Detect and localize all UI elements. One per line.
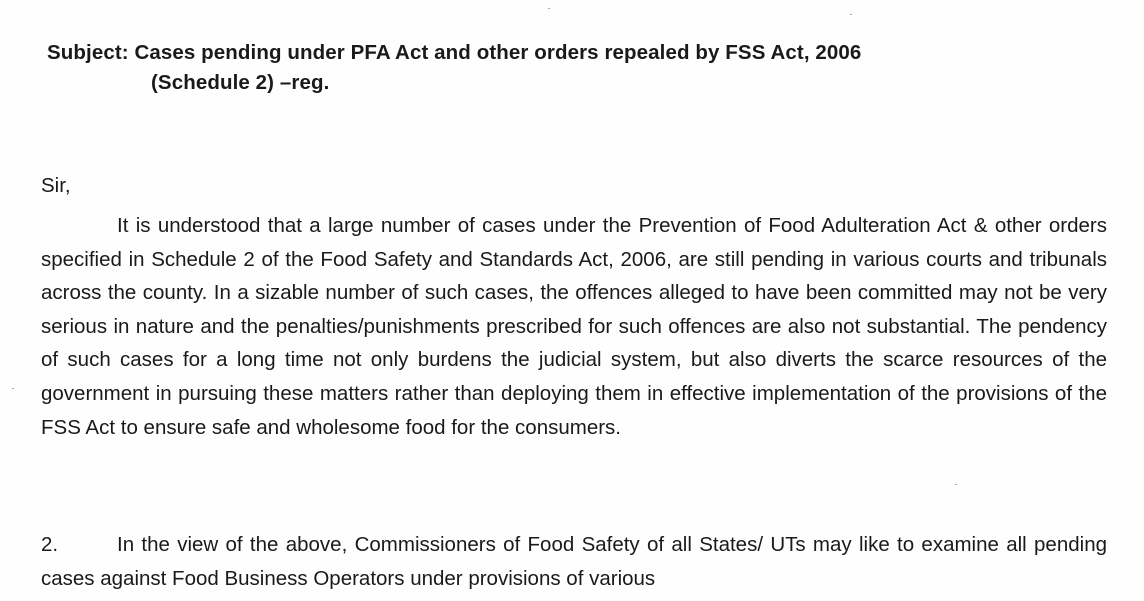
scan-speck	[12, 388, 14, 389]
paragraph-2-text: In the view of the above, Commissioners of Food Safety of all States/ UTs may like to examine all pending cases against Food Business Operators under provisions of various	[41, 533, 1107, 590]
salutation: Sir,	[41, 174, 71, 197]
paragraph-2-number: 2.	[41, 533, 59, 556]
subject-heading	[47, 38, 1047, 98]
scan-speck	[850, 14, 852, 15]
scan-speck	[548, 8, 550, 9]
subject-line-2: (Schedule 2) –reg.	[151, 71, 330, 94]
paragraph-2	[41, 528, 1107, 595]
subject-line-1: Subject: Cases pending under PFA Act and other orders repealed by FSS Act, 2006	[47, 41, 862, 64]
paragraph-1: It is understood that a large number of cases under the Prevention of Food Adulteration Act & other orders specified in Schedule 2 of the Food Safety and Standards Act, 2006, are still pending in various courts and tribunals across the county. In a sizable number of such cases, the offences alleged to have been committed may not be very serious in nature and the penalties/punishments prescribed for such offences are also not substantial. The pendency of such cases for a long time not only burdens the judicial system, but also diverts the scarce resources of the government in pursuing these matters rather than deploying them in effective implementation of the provisions of the FSS Act to ensure safe and wholesome food for the consumers.	[41, 214, 1107, 439]
scan-speck	[955, 484, 957, 485]
